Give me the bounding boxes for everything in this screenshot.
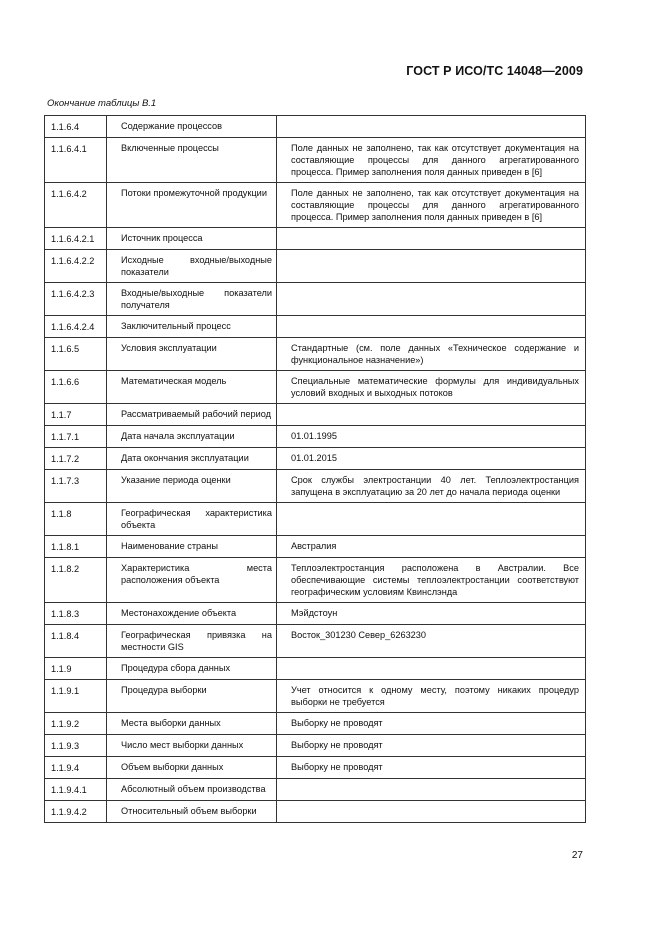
table-row xyxy=(45,779,586,801)
row-field-name: Источник процесса xyxy=(107,228,277,250)
row-code: 1.1.9.1 xyxy=(45,680,107,713)
row-code: 1.1.9.2 xyxy=(45,713,107,735)
row-code: 1.1.6.4.2.2 xyxy=(45,250,107,283)
row-field-value: Теплоэлектростанция расположена в Австралии. Все обеспечивающие системы теплоэлектростанции соответствуют географическим условиям Квинслэнда xyxy=(277,558,586,603)
row-code: 1.1.6.6 xyxy=(45,371,107,404)
table-row xyxy=(45,404,586,426)
row-field-value xyxy=(277,404,586,426)
row-field-value: Стандартные (см. поле данных «Техническое содержание и функциональное назначение») xyxy=(277,338,586,371)
row-field-value xyxy=(277,283,586,316)
table-row xyxy=(45,757,586,779)
row-field-name: Дата окончания эксплуатации xyxy=(107,448,277,470)
row-field-name: Входные/выходные показатели получателя xyxy=(107,283,277,316)
row-field-value: Учет относится к одному месту, поэтому никаких процедур выборки не требуется xyxy=(277,680,586,713)
row-field-name: Указание периода оценки xyxy=(107,470,277,503)
table-row xyxy=(45,338,586,371)
row-code: 1.1.6.4.2.1 xyxy=(45,228,107,250)
table-row xyxy=(45,558,586,603)
row-code: 1.1.9.4 xyxy=(45,757,107,779)
row-field-name: Объем выборки данных xyxy=(107,757,277,779)
row-field-value: 01.01.1995 xyxy=(277,426,586,448)
table-row xyxy=(45,426,586,448)
page-number: 27 xyxy=(571,850,583,861)
table-body xyxy=(45,116,586,823)
row-field-value xyxy=(277,801,586,823)
row-field-name: Потоки промежуточной продукции xyxy=(107,183,277,228)
row-field-name: Относительный объем выборки xyxy=(107,801,277,823)
row-code: 1.1.7.1 xyxy=(45,426,107,448)
row-code: 1.1.8.4 xyxy=(45,625,107,658)
row-field-name: Заключительный процесс xyxy=(107,316,277,338)
row-field-value: Поле данных не заполнено, так как отсутствует документация на составляющие процессы для данного агрегатированного процесса. Пример заполнения поля данных приведен в [6] xyxy=(277,138,586,183)
row-field-value: Выборку не проводят xyxy=(277,713,586,735)
row-field-name: Места выборки данных xyxy=(107,713,277,735)
row-field-value xyxy=(277,658,586,680)
row-field-name: Рассматриваемый рабочий период xyxy=(107,404,277,426)
row-code: 1.1.8.3 xyxy=(45,603,107,625)
row-code: 1.1.7 xyxy=(45,404,107,426)
row-field-value: Выборку не проводят xyxy=(277,735,586,757)
row-field-value xyxy=(277,228,586,250)
row-field-value xyxy=(277,316,586,338)
table-row xyxy=(45,536,586,558)
row-field-name: Число мест выборки данных xyxy=(107,735,277,757)
row-code: 1.1.7.3 xyxy=(45,470,107,503)
row-code: 1.1.9 xyxy=(45,658,107,680)
row-field-name: Процедура выборки xyxy=(107,680,277,713)
table-row xyxy=(45,603,586,625)
row-code: 1.1.8.1 xyxy=(45,536,107,558)
table-row xyxy=(45,283,586,316)
row-field-value: Выборку не проводят xyxy=(277,757,586,779)
table-row xyxy=(45,658,586,680)
table-row xyxy=(45,228,586,250)
table-row xyxy=(45,713,586,735)
table-row xyxy=(45,183,586,228)
row-field-value: Срок службы электростанции 40 лет. Теплоэлектростанция запущена в эксплуатацию за 20 лет до начала периода оценки xyxy=(277,470,586,503)
row-field-name: Характеристика места расположения объекта xyxy=(107,558,277,603)
row-field-name: Наименование страны xyxy=(107,536,277,558)
row-field-name: Исходные входные/выходные показатели xyxy=(107,250,277,283)
table-row xyxy=(45,680,586,713)
table-row xyxy=(45,316,586,338)
row-code: 1.1.6.4.2.3 xyxy=(45,283,107,316)
row-field-value: Австралия xyxy=(277,536,586,558)
row-code: 1.1.6.4.2 xyxy=(45,183,107,228)
table-row xyxy=(45,801,586,823)
table-row xyxy=(45,116,586,138)
row-field-value: 01.01.2015 xyxy=(277,448,586,470)
row-code: 1.1.8 xyxy=(45,503,107,536)
table-row xyxy=(45,250,586,283)
row-field-value xyxy=(277,779,586,801)
row-code: 1.1.8.2 xyxy=(45,558,107,603)
row-field-name: Условия эксплуатации xyxy=(107,338,277,371)
row-code: 1.1.9.3 xyxy=(45,735,107,757)
row-field-name: Математическая модель xyxy=(107,371,277,404)
table-row xyxy=(45,735,586,757)
row-code: 1.1.6.5 xyxy=(45,338,107,371)
row-field-value xyxy=(277,116,586,138)
table-row xyxy=(45,625,586,658)
row-code: 1.1.6.4 xyxy=(45,116,107,138)
row-field-value: Поле данных не заполнено, так как отсутствует документация на составляющие процессы для данного агрегатированного процесса. Пример заполнения поля данных приведен в [6] xyxy=(277,183,586,228)
table-row xyxy=(45,503,586,536)
row-field-value: Мэйдстоун xyxy=(277,603,586,625)
row-field-name: Содержание процессов xyxy=(107,116,277,138)
row-field-name: Абсолютный объем производства xyxy=(107,779,277,801)
document-header: ГОСТ Р ИСО/ТС 14048—2009 xyxy=(406,64,583,78)
row-code: 1.1.7.2 xyxy=(45,448,107,470)
row-field-value xyxy=(277,250,586,283)
data-table xyxy=(44,115,586,823)
row-field-value: Специальные математические формулы для индивидуальных условий входных и выходных потоков xyxy=(277,371,586,404)
table-row xyxy=(45,448,586,470)
table-row xyxy=(45,371,586,404)
row-field-name: Процедура сбора данных xyxy=(107,658,277,680)
row-field-name: Местонахождение объекта xyxy=(107,603,277,625)
table-caption: Окончание таблицы В.1 xyxy=(47,98,157,109)
row-field-value: Восток_301230 Север_6263230 xyxy=(277,625,586,658)
row-field-name: Дата начала эксплуатации xyxy=(107,426,277,448)
row-field-name: Включенные процессы xyxy=(107,138,277,183)
row-code: 1.1.6.4.1 xyxy=(45,138,107,183)
row-field-value xyxy=(277,503,586,536)
row-code: 1.1.6.4.2.4 xyxy=(45,316,107,338)
row-field-name: Географическая привязка на местности GIS xyxy=(107,625,277,658)
row-code: 1.1.9.4.1 xyxy=(45,779,107,801)
table-row xyxy=(45,470,586,503)
table-row xyxy=(45,138,586,183)
row-code: 1.1.9.4.2 xyxy=(45,801,107,823)
row-field-name: Географическая характеристика объекта xyxy=(107,503,277,536)
